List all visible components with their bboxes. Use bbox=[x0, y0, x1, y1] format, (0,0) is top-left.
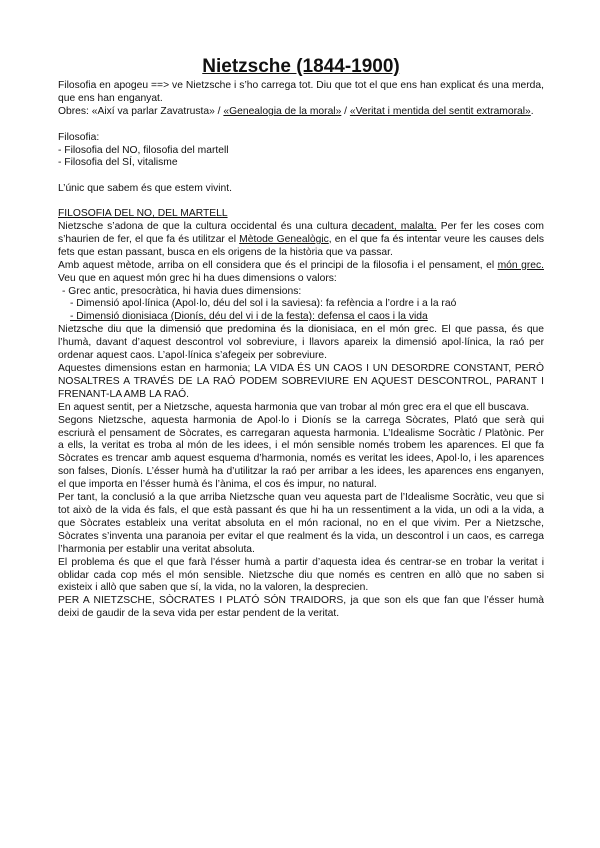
works-end: . bbox=[530, 105, 534, 117]
works-prefix: Obres: «Així va parlar Zavatrusta» / bbox=[58, 105, 224, 117]
paragraph-9: PER A NIETZSCHE, SÒCRATES I PLATÓ SÓN TRAIDORS, ja que son els que fan que l’ésser humà deixi de gaudir de la seva vida per estar pendent de la veritat. bbox=[58, 595, 544, 620]
paragraph-4: Aquestes dimensions estan en harmonia; LA VIDA ÉS UN CAOS I UN DESORDRE CONSTANT, PERÒ NOSALTRES A TRAVÉS DE LA RAÓ PODEM SOBREVIURE EN AQUEST DESCONTROL, PARANT I FRENANT-LA AMB LA RAÓ. bbox=[58, 363, 544, 400]
works-paragraph bbox=[58, 106, 544, 119]
p1-underline-decadent: decadent, malalta. bbox=[351, 221, 437, 233]
paragraph-3: Nietzsche diu que la dimensió que predomina és la dionisiaca, en el món grec. El que passa, és que l’humà, davant d’aquest descontrol vol sobreviure, i llavors apareix la dimensió apol·línica, la raó per ordenar aquest caos. L’apol·línica s’afegeix per sobreviure. bbox=[58, 324, 544, 362]
intro-text: Filosofia en apogeu ==> ve Nietzsche i s’ho carrega tot. Diu que tot el que ens han explicat és una merda, que ens han enganyat. bbox=[58, 80, 544, 104]
paragraph-5: En aquest sentit, per a Nietzsche, aquesta harmonia que van trobar al món grec era el que ell buscava. bbox=[58, 401, 530, 413]
section-heading: FILOSOFIA DEL NO, DEL MARTELL bbox=[58, 208, 228, 220]
page-title: Nietzsche (1844-1900) bbox=[202, 56, 400, 77]
p1-text-b: Per fer les coses com s’haurien de fer, el que fa és utilitzar el bbox=[58, 221, 544, 245]
paragraph-7: Per tant, la conclusió a la que arriba Nietzsche quan veu aquesta part de l’Idealisme Socràtic, veu que si tot això de la vida és fals, el que està passant és que hi ha un ressentiment a la vida, un odi a la vida, a que Sòcrates estableix una veritat absoluta en el món racional, no en el que vivim. Per a Nietzsche, Sòcrates s’inventa una paranoia per evitar el que realment és la vida, un descontrol i un caos, es carrega l’harmonia per establir una veritat absoluta. bbox=[58, 492, 544, 555]
filosofia-heading: Filosofia: bbox=[58, 131, 100, 143]
list-item-grec: - Grec antic, presocràtica, hi havia dues dimensions: bbox=[62, 285, 302, 297]
unic-sentence: L’únic que sabem és que estem vivint. bbox=[58, 183, 233, 195]
work-veritat: «Veritat i mentida del sentit extramoral» bbox=[349, 105, 531, 117]
list-item-apollinica: - Dimensió apol·línica (Apol·lo, déu del sol i la saviesa): fa refència a l’ordre i a la raó bbox=[70, 298, 457, 310]
filosofia-item-no: - Filosofia del NO, filosofia del martell bbox=[58, 144, 229, 156]
filosofia-item-si: - Filosofia del SÍ, vitalisme bbox=[58, 157, 178, 169]
intro-paragraph bbox=[58, 80, 544, 106]
paragraph-2 bbox=[58, 260, 544, 286]
p2-text-b: Veu que en aquest món grec hi ha dues dimensions o valors: bbox=[58, 272, 337, 284]
p1-text-a: Nietzsche s’adona de que la cultura occidental és una cultura bbox=[58, 221, 352, 233]
p1-text-c: , en el que fa és intentar veure les causes dels fets que estan passant, busca en els origens de la història que va passar. bbox=[58, 233, 544, 258]
document-page bbox=[58, 56, 544, 621]
works-separator: / bbox=[341, 105, 350, 117]
paragraph-6: Segons Nietzsche, aquesta harmonia de Apol·lo i Dionís se la carrega Sòcrates, Plató que serà qui escriurà el pensament de Sòcrates, es carregaran aquesta harmonia. L’Idealisme Socràtic / Platònic. Per a ells, la veritat es troba al món de les idees, i el món sensible només trobem les aparences. El que fa Sòcrates es trencar amb aquest esquema d’harmonia, només es veritat les idees, Apol·lo, i les aparences son falses, Dionís. L’ésser humà ha d’utilitzar la raó per arribar a les idees, les aparences ens enganyen, el que importa en l’ésser humà és l’ànima, el cos és impur, no natural. bbox=[58, 414, 544, 491]
p2-text-a: Amb aquest mètode, arriba on ell considera que és el principi de la filosofia i el pensament, el bbox=[58, 259, 498, 271]
paragraph-8: El problema és que el que farà l’ésser humà a partir d’aquesta idea és centrar-se en trobar la veritat i oblidar cada cop més el món sensible. Nietzsche diu que només es centren en allò que no saben si existeix i allò que saben que sí, la vida, no la valoren, la desprecien. bbox=[58, 556, 544, 594]
list-item-dionisiaca: - Dimensió dionisiaca (Dionís, déu del vi i de la festa): defensa el caos i la vida bbox=[70, 311, 428, 323]
work-genealogia: «Genealogia de la moral» bbox=[223, 105, 342, 117]
paragraph-1 bbox=[58, 221, 544, 260]
p2-underline-mon-grec: món grec. bbox=[497, 259, 544, 271]
p1-underline-metode: Mètode Genealògic bbox=[239, 233, 329, 245]
